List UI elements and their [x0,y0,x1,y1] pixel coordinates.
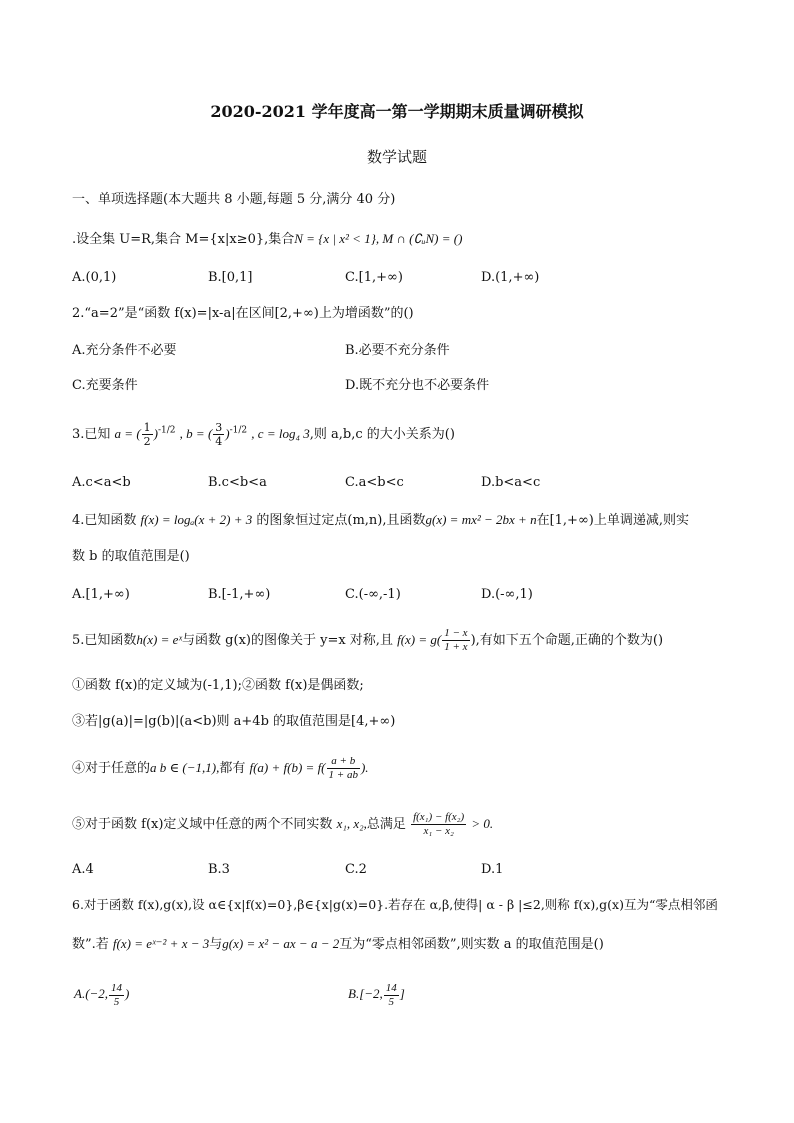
q5-s5-denominator: x₁ − x₂ [423,825,454,837]
q3-option-b: B.c<b<a [208,475,267,490]
question-1-math: N = {x | x² < 1}, M ∩ (∁ᵤN) = () [294,231,463,246]
q5-s5-prefix: ⑤对于函数 f(x)定义域中任意的两个不同实数 [72,817,333,832]
exam-title: 2020-2021 学年度高一第一学期期末质量调研模拟 [210,102,584,121]
q5-statement-5 [72,808,493,841]
q6-option-b-prefix: B.[−2, [348,986,383,1001]
question-4-line-1 [72,510,689,531]
q5-statement-4 [72,752,369,785]
question-4-prefix: 4.已知函数 [72,513,137,528]
q6-option-b-numerator: 14 [385,981,397,994]
question-6-connector: 与 [209,937,223,952]
question-4-line-2: 数 b 的取值范围是() [72,549,190,564]
question-3-suffix: ,则 a,b,c 的大小关系为() [309,427,455,442]
q6-option-b [348,978,405,1010]
q6-f-expression: f(x) = eˣ⁻² + x − 3 [112,936,210,951]
q5-s4-domain: a b ∈ (−1,1), [150,760,220,775]
q6-option-a-suffix: ) [125,986,130,1001]
q2-option-b: B.必要不充分条件 [345,343,450,358]
section-heading: 一、单项选择题(本大题共 8 小题,每题 5 分,满分 40 分) [72,192,396,207]
question-5-prefix: 5.已知函数 [72,633,137,648]
q4-f-expression: f(x) = logₐ(x + 2) + 3 [140,512,253,527]
q5-option-d: D.1 [481,862,504,877]
q5-s4-prefix: ④对于任意的 [72,761,151,776]
q6-option-b-denominator: 5 [388,995,395,1008]
q5-s5-fraction [411,811,466,838]
q4-option-d: D.(-∞,1) [481,587,533,602]
q5-s4-fraction [327,755,360,782]
q5-s5-variables: x₁, x₂, [336,816,367,831]
question-6-tail: 互为“零点相邻函数”,则实数 a 的取值范围是() [339,937,604,952]
q5-f-expression: f(x) = g( [397,632,442,647]
question-1-text: .设全集 U=R,集合 M={x|x≥0},集合 [72,232,295,247]
q5-f-numerator: 1 − x [444,627,468,639]
q3-option-d: D.b<a<c [481,475,541,490]
question-6-line-1: 6.对于函数 f(x),g(x),设 α∈{x|f(x)=0},β∈{x|g(x)=0}.若存在 α,β,使得| α - β |≤2,则称 f(x),g(x)互为“零点相邻函 [72,897,718,912]
q5-h-expression: h(x) = eˣ [136,632,183,647]
q5-s5-numerator: f(x₁) − f(x₂) [413,811,465,823]
q5-s4-denominator: 1 + ab [328,769,358,781]
q3-b-exponent: -1/2 [229,425,248,436]
q5-s4-numerator: a + b [327,755,360,769]
q5-option-c: C.2 [345,862,367,877]
q6-option-a-prefix: A.(−2, [74,986,109,1001]
q5-statement-3: ③若|g(a)|=|g(b)|(a<b)则 a+4b 的取值范围是[4,+∞) [72,714,396,729]
q6-option-a [74,978,129,1010]
exam-subtitle: 数学试题 [366,148,427,166]
q6-option-a-denominator: 5 [113,995,120,1008]
question-5-suffix: ),有如下五个命题,正确的个数为() [470,633,664,648]
q1-option-b: B.[0,1] [208,270,253,285]
q6-g-expression: g(x) = x² − ax − a − 2 [222,936,340,951]
q5-f-denominator: 1 + x [444,641,468,653]
q2-option-a: A.充分条件不必要 [72,343,177,358]
q5-option-a: A.4 [72,862,94,877]
question-6-prefix: 数”.若 [72,937,109,952]
q3-a-numerator: 1 [143,421,151,434]
q5-s4-tail: ). [360,760,369,775]
q5-s4-middle: 都有 [219,761,246,776]
q3-option-c: C.a<b<c [345,475,404,490]
question-5 [72,624,663,657]
q5-f-fraction [442,627,469,654]
q3-b-denominator: 4 [215,435,223,448]
q3-b-numerator: 3 [215,421,223,434]
q5-s5-middle: 总满足 [366,817,406,832]
question-4-tail: 在[1,+∞)上单调递减,则实 [536,513,689,528]
q3-option-a: A.c<a<b [72,475,131,490]
question-3: 3.已知 a = ( $\frac{1}{2}$ )$^{-1/2}$ , b = ( $\frac{3}{4}$ )$^{-1/2}$ , c = log₄ 3,则 a,b,c 的大小关系为() [72,421,455,448]
question-4-middle: 的图象恒过定点(m,n),且函数 [256,513,426,528]
q1-option-d: D.(1,+∞) [481,270,540,285]
q6-option-b-suffix: ] [399,986,405,1001]
q3-a-expression: a = ( [114,426,141,441]
q4-option-a: A.[1,+∞) [72,587,130,602]
q1-option-a: A.(0,1) [72,270,117,285]
q1-option-c: C.[1,+∞) [345,270,403,285]
q6-option-a-numerator: 14 [111,981,123,994]
question-1 [72,229,462,250]
q4-option-c: C.(-∞,-1) [345,587,401,602]
q5-s4-expression: f(a) + f(b) = f( [249,760,326,775]
question-2: 2.“a=2”是“函数 f(x)=|x-a|在区间[2,+∞)上为增函数”的() [72,306,414,321]
question-5-middle: 与函数 g(x)的图像关于 y=x 对称,且 [182,633,393,648]
q5-s5-tail: > 0. [471,816,494,831]
q2-option-c: C.充要条件 [72,378,138,393]
q6-option-a-fraction [109,982,124,1009]
q4-g-expression: g(x) = mx² − 2bx + n [425,512,537,527]
q3-a-fraction [142,421,153,448]
q5-statement-1-2: ①函数 f(x)的定义域为(-1,1);②函数 f(x)是偶函数; [72,678,364,693]
q3-a-denominator: 2 [143,435,151,448]
question-6-line-2 [72,934,604,955]
q3-c-expression: , c = log₄ 3 [251,426,310,441]
q6-option-b-fraction [384,982,399,1009]
question-3-prefix: 3.已知 [72,427,111,442]
q4-option-b: B.[-1,+∞) [208,587,271,602]
q3-a-exponent: -1/2 [158,425,176,436]
q3-b-fraction [213,421,224,448]
q5-option-b: B.3 [208,862,230,877]
q3-b-expression: , b = ( [179,426,213,441]
q2-option-d: D.既不充分也不必要条件 [345,378,490,393]
